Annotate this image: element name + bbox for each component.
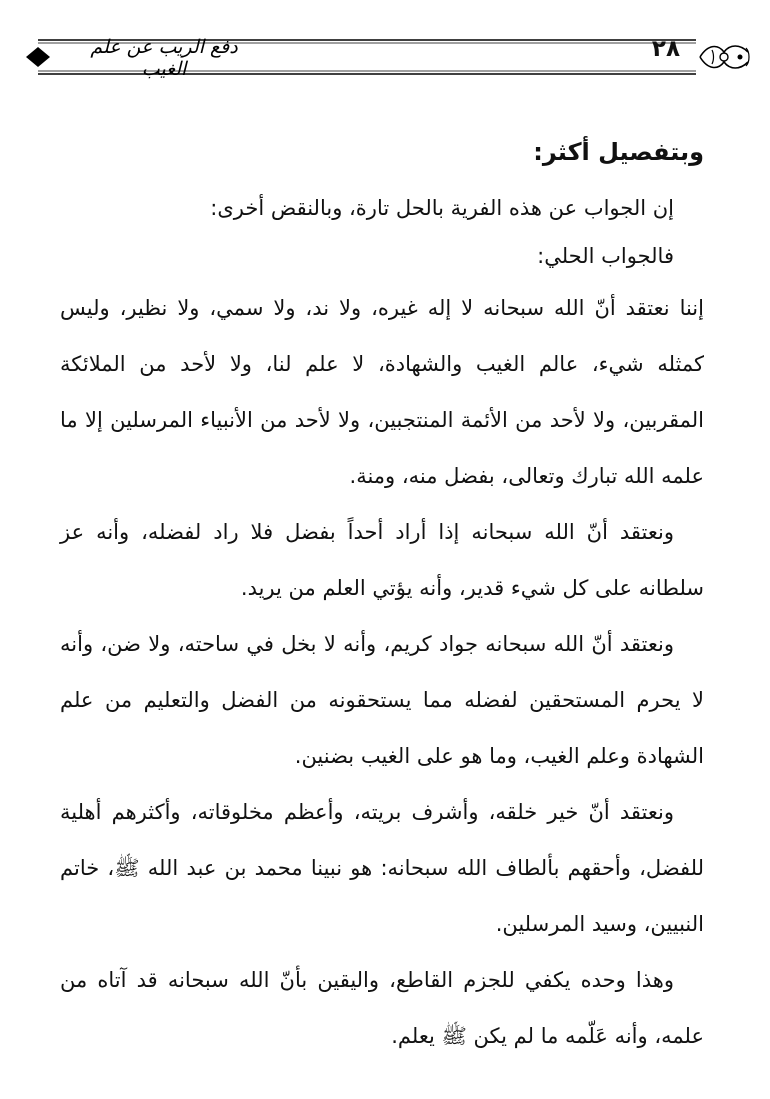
book-title: دفع الريب عن علم الغيب (90, 36, 238, 80)
page-body (60, 132, 704, 1064)
paragraph-belief-1: إننا نعتقد أنّ الله سبحانه لا إله غيره، ولا ند، ولا سمي، ولا نظير، وليس كمثله شيء، عالم الغيب والشهادة، لا علم لنا، ولا لأحد من الملائكة المقربين، ولا لأحد من الأئمة المنتجبين، ولا لأحد من الأنبياء المرسلين إلا ما علمه الله تبارك وتعالى، بفضل منه، ومنة. (60, 296, 704, 488)
diamond-endcap-icon (24, 30, 54, 82)
paragraph-intro: إن الجواب عن هذه الفرية بالحل تارة، وبالنقض أخرى: (210, 196, 674, 220)
floral-ornament-icon (696, 30, 752, 82)
paragraph-subheading: فالجواب الحلي: (537, 244, 674, 268)
paragraph-belief-3: ونعتقد أنّ الله سبحانه جواد كريم، وأنه لا بخل في ساحته، ولا ضن، وأنه لا يحرم المستحقين لفضله مما يستحقونه من الفضل والتعليم من علم الشهادة وعلم الغيب، وما هو على الغيب بضنين. (60, 632, 704, 768)
section-heading: وبتفصيل أكثر: (533, 138, 704, 166)
page-header (24, 30, 752, 82)
page-number: ٢٨ (651, 36, 680, 62)
paragraph-conclusion: وهذا وحده يكفي للجزم القاطع، واليقين بأنّ الله سبحانه قد آتاه من علمه، وأنه عَلّمه ما لم يكن ﷺ يعلم. (60, 968, 704, 1048)
paragraph-belief-4: ونعتقد أنّ خير خلقه، وأشرف بريته، وأعظم مخلوقاته، وأكثرهم أهلية للفضل، وأحقهم بألطاف الله سبحانه: هو نبينا محمد بن عبد الله ﷺ، خاتم النبيين، وسيد المرسلين. (60, 800, 704, 936)
paragraph-belief-2: ونعتقد أنّ الله سبحانه إذا أراد أحداً بفضل فلا راد لفضله، وأنه عز سلطانه على كل شيء قدير، وأنه يؤتي العلم من يريد. (60, 520, 704, 600)
